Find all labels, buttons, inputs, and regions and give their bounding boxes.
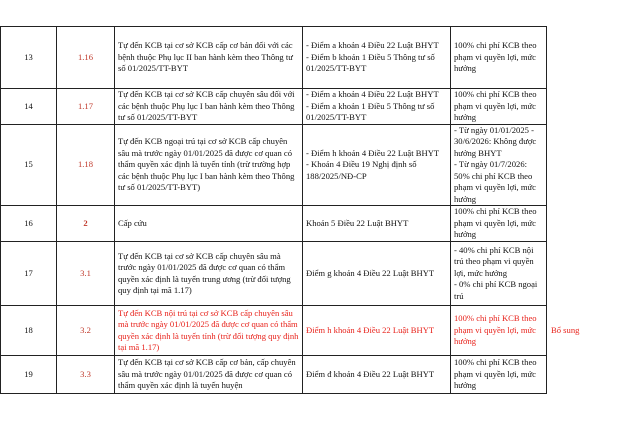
row-number: 17 <box>1 242 57 306</box>
case-description: Cấp cứu <box>115 206 303 242</box>
row-code: 3.1 <box>57 242 115 306</box>
table-row <box>1 124 640 206</box>
row-note <box>547 89 640 125</box>
table-row <box>1 242 640 306</box>
legal-basis <box>303 27 451 89</box>
row-code: 1.18 <box>57 124 115 206</box>
benefit-level <box>451 27 547 89</box>
legal-basis <box>303 124 451 206</box>
case-description: Tự đến KCB nội trú tại cơ sở KCB cấp chuyên sâu mà trước ngày 01/01/2025 đã được cơ quan có thẩm quyền xác định là tuyến tỉnh (trừ đối tượng quy định tại mã 1.17) <box>115 306 303 356</box>
row-note <box>547 242 640 306</box>
benefit-level <box>451 356 547 394</box>
legal-basis <box>303 356 451 394</box>
case-description: Tự đến KCB ngoại trú tại cơ sở KCB cấp chuyên sâu mà trước ngày 01/01/2025 đã được cơ quan có thẩm quyền xác định là tuyến tỉnh (trừ trường hợp các bệnh thuộc Phụ lục I ban hành kèm theo Thông tư số 01/2025/TT-BYT) <box>115 124 303 206</box>
row-code: 2 <box>57 206 115 242</box>
benefit-line: - Từ ngày 01/7/2026: 50% chi phí KCB theo phạm vi quyền lợi, mức hưởng <box>454 159 536 204</box>
benefit-line: - 0% chi phí KCB ngoại trú <box>454 279 538 301</box>
table-row <box>1 89 640 125</box>
benefit-level <box>451 206 547 242</box>
row-number: 14 <box>1 89 57 125</box>
legal-basis-line: - Điểm a khoản 4 Điều 22 Luật BHYT <box>306 89 439 99</box>
row-code: 3.2 <box>57 306 115 356</box>
row-number: 15 <box>1 124 57 206</box>
table-row <box>1 356 640 394</box>
row-note <box>547 124 640 206</box>
row-note <box>547 206 640 242</box>
legal-basis-line: Điểm đ khoản 4 Điều 22 Luật BHYT <box>306 368 435 379</box>
legal-basis-line: Điểm h khoản 4 Điều 22 Luật BHYT <box>306 324 435 335</box>
row-note <box>547 27 640 89</box>
row-number: 13 <box>1 27 57 89</box>
legal-basis <box>303 89 451 125</box>
row-note: Bổ sung <box>551 324 580 335</box>
benefit-line: 100% chi phí KCB theo phạm vi quyền lợi, mức hưởng <box>454 206 537 240</box>
legal-basis-line: - Điểm a khoản 1 Điều 5 Thông tư số 01/2025/TT-BYT <box>306 100 435 122</box>
row-number: 18 <box>1 306 57 356</box>
table-row <box>1 206 640 242</box>
benefit-level <box>451 306 547 356</box>
benefit-table <box>0 26 640 394</box>
benefit-line: - 40% chi phí KCB nội trú theo phạm vi quyền lợi, mức hưởng <box>454 244 534 278</box>
case-description: Tự đến KCB tại cơ sở KCB cấp chuyên sâu đối với các bệnh thuộc Phụ lục I ban hành kèm theo Thông tư số 01/2025/TT-BYT <box>115 89 303 125</box>
benefit-line: - Từ ngày 01/01/2025 - 30/6/2026: Không được hưởng BHYT <box>454 124 537 158</box>
row-code: 1.17 <box>57 89 115 125</box>
legal-basis <box>303 306 451 356</box>
benefit-line: 100% chi phí KCB theo phạm vi quyền lợi, mức hưởng <box>454 357 537 391</box>
benefit-line: 100% chi phí KCB theo phạm vi quyền lợi, mức hưởng <box>454 313 537 347</box>
row-number: 19 <box>1 356 57 394</box>
benefit-line: 100% chi phí KCB theo phạm vi quyền lợi, mức hưởng <box>454 40 537 74</box>
case-description: Tự đến KCB tại cơ sở KCB cấp cơ bản đối với các bệnh thuộc Phụ lục II ban hành kèm theo Thông tư số 01/2025/TT-BYT <box>115 27 303 89</box>
row-code: 1.16 <box>57 27 115 89</box>
legal-basis-line: - Điểm h khoản 4 Điều 22 Luật BHYT <box>306 147 440 158</box>
row-number: 16 <box>1 206 57 242</box>
legal-basis-line: - Điểm a khoản 4 Điều 22 Luật BHYT <box>306 40 439 51</box>
legal-basis <box>303 242 451 306</box>
legal-basis-line: - Khoản 4 Điều 19 Nghị định số 188/2025/NĐ-CP <box>306 159 417 181</box>
row-code: 3.3 <box>57 356 115 394</box>
benefit-line: 100% chi phí KCB theo phạm vi quyền lợi, mức hưởng <box>454 89 537 122</box>
legal-basis <box>303 206 451 242</box>
legal-basis-line: Khoản 5 Điều 22 Luật BHYT <box>306 217 409 228</box>
benefit-level <box>451 89 547 125</box>
table-row <box>1 306 640 356</box>
benefit-level <box>451 124 547 206</box>
legal-basis-line: Điểm g khoản 4 Điều 22 Luật BHYT <box>306 267 435 278</box>
table-row <box>1 27 640 89</box>
row-note <box>547 356 640 394</box>
case-description: Tự đến KCB tại cơ sở KCB cấp cơ bản, cấp chuyên sâu mà trước ngày 01/01/2025 đã được cơ quan có thẩm quyền xác định là tuyến huyện <box>115 356 303 394</box>
case-description: Tự đến KCB tại cơ sở KCB cấp chuyên sâu mà trước ngày 01/01/2025 đã được cơ quan có thẩm quyền xác định là tuyến trung ương (trừ đối tượng quy định tại mã 1.17) <box>115 242 303 306</box>
benefit-level <box>451 242 547 306</box>
legal-basis-line: - Điểm b khoản 1 Điều 5 Thông tư số 01/2025/TT-BYT <box>306 51 435 74</box>
